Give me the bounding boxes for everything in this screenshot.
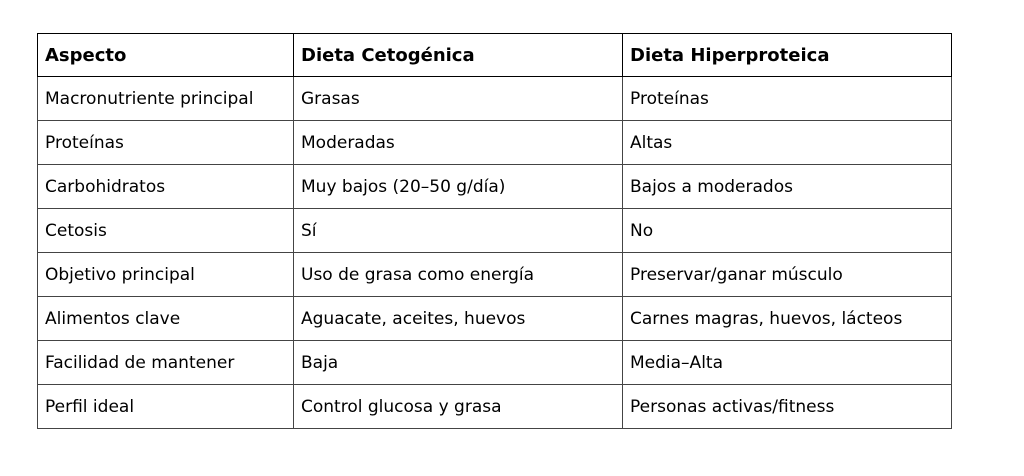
high-protein-cell: Altas xyxy=(623,121,952,165)
table-header-row xyxy=(38,34,952,77)
diet-comparison-table xyxy=(37,33,952,429)
ketogenic-cell: Uso de grasa como energía xyxy=(294,253,623,297)
high-protein-cell: Proteínas xyxy=(623,77,952,121)
row-aspect-cell: Macronutriente principal xyxy=(38,77,294,121)
high-protein-cell: Personas activas/fitness xyxy=(623,385,952,429)
ketogenic-cell: Grasas xyxy=(294,77,623,121)
table-row xyxy=(38,165,952,209)
table-row xyxy=(38,385,952,429)
header-high-protein-diet: Dieta Hiperproteica xyxy=(623,34,952,77)
row-aspect-cell: Objetivo principal xyxy=(38,253,294,297)
row-aspect-cell: Alimentos clave xyxy=(38,297,294,341)
row-aspect-cell: Carbohidratos xyxy=(38,165,294,209)
high-protein-cell: Media–Alta xyxy=(623,341,952,385)
high-protein-cell: Preservar/ganar músculo xyxy=(623,253,952,297)
high-protein-cell: Bajos a moderados xyxy=(623,165,952,209)
header-ketogenic-diet: Dieta Cetogénica xyxy=(294,34,623,77)
table-row xyxy=(38,253,952,297)
table-row xyxy=(38,297,952,341)
high-protein-cell: Carnes magras, huevos, lácteos xyxy=(623,297,952,341)
row-aspect-cell: Perfil ideal xyxy=(38,385,294,429)
table-row xyxy=(38,209,952,253)
ketogenic-cell: Baja xyxy=(294,341,623,385)
ketogenic-cell: Muy bajos (20–50 g/día) xyxy=(294,165,623,209)
header-aspect: Aspecto xyxy=(38,34,294,77)
row-aspect-cell: Facilidad de mantener xyxy=(38,341,294,385)
high-protein-cell: No xyxy=(623,209,952,253)
table-row xyxy=(38,121,952,165)
ketogenic-cell: Moderadas xyxy=(294,121,623,165)
comparison-table-container xyxy=(37,33,952,429)
row-aspect-cell: Proteínas xyxy=(38,121,294,165)
table-row xyxy=(38,77,952,121)
ketogenic-cell: Aguacate, aceites, huevos xyxy=(294,297,623,341)
row-aspect-cell: Cetosis xyxy=(38,209,294,253)
table-row xyxy=(38,341,952,385)
ketogenic-cell: Control glucosa y grasa xyxy=(294,385,623,429)
ketogenic-cell: Sí xyxy=(294,209,623,253)
